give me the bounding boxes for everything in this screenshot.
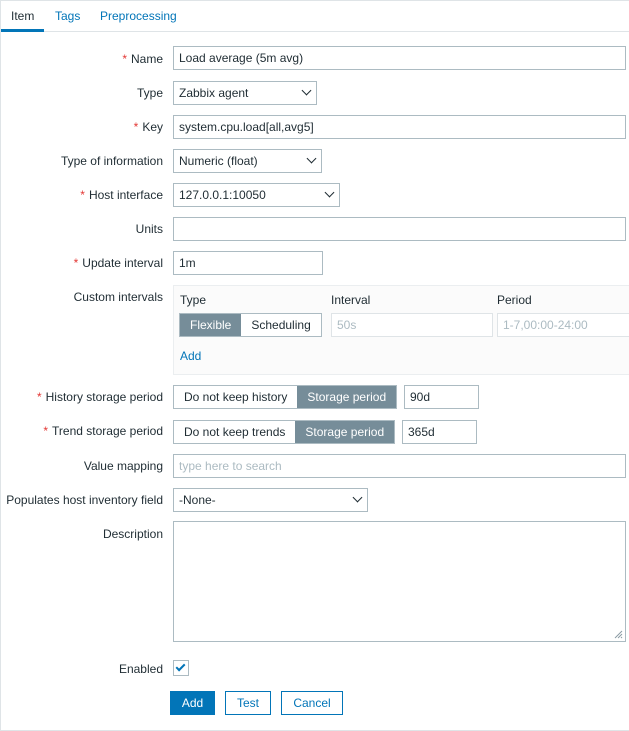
tab-bar bbox=[0, 0, 629, 32]
add-custom-interval-link[interactable]: Add bbox=[180, 349, 202, 363]
chevron-down-icon bbox=[302, 86, 312, 96]
host-interface-label: * Host interface bbox=[80, 188, 163, 202]
add-button[interactable]: Add bbox=[170, 691, 215, 715]
required-asterisk: * bbox=[36, 390, 42, 404]
resize-grip-icon[interactable] bbox=[614, 630, 623, 639]
do-not-keep-history-option[interactable]: Do not keep history bbox=[184, 390, 288, 404]
chevron-down-icon bbox=[325, 188, 335, 198]
value-mapping-search-input[interactable]: type here to search bbox=[173, 454, 626, 478]
required-asterisk: * bbox=[122, 52, 127, 66]
column-header-type: Type bbox=[180, 293, 207, 307]
history-storage-label: * History storage period bbox=[36, 390, 163, 404]
tab-item[interactable]: Item bbox=[1, 0, 44, 32]
update-interval-input[interactable]: 1m bbox=[173, 251, 323, 275]
trend-storage-toggle[interactable] bbox=[173, 420, 395, 444]
value-mapping-label: Value mapping bbox=[83, 459, 163, 473]
checkmark-icon bbox=[176, 662, 186, 672]
description-textarea[interactable] bbox=[173, 521, 626, 642]
trend-storage-label: * Trend storage period bbox=[43, 424, 163, 438]
required-asterisk: * bbox=[43, 424, 49, 438]
cancel-button[interactable]: Cancel bbox=[281, 691, 343, 715]
custom-intervals-label: Custom intervals bbox=[73, 290, 163, 304]
column-header-period: Period bbox=[497, 293, 532, 307]
update-interval-label: * Update interval bbox=[73, 256, 163, 270]
flexible-option[interactable]: Flexible bbox=[180, 314, 241, 336]
tab-preprocessing[interactable]: Preprocessing bbox=[100, 9, 177, 23]
do-not-keep-trends-option[interactable]: Do not keep trends bbox=[184, 425, 286, 439]
host-interface-select[interactable]: 127.0.0.1:10050 bbox=[173, 183, 340, 207]
interval-input[interactable]: 50s bbox=[331, 313, 493, 337]
scheduling-option[interactable]: Scheduling bbox=[251, 318, 311, 332]
period-input[interactable]: 1-7,00:00-24:00 bbox=[497, 313, 629, 337]
enabled-checkbox[interactable] bbox=[173, 660, 189, 676]
key-label: * Key bbox=[133, 120, 163, 134]
enabled-label: Enabled bbox=[118, 662, 163, 676]
type-of-information-select[interactable]: Numeric (float) bbox=[173, 149, 322, 173]
inventory-field-select[interactable]: -None- bbox=[173, 488, 368, 512]
inventory-field-label: Populates host inventory field bbox=[6, 493, 163, 507]
tab-tags[interactable]: Tags bbox=[55, 9, 81, 23]
type-select[interactable]: Zabbix agent bbox=[173, 81, 317, 105]
history-storage-period-option[interactable]: Storage period bbox=[297, 386, 396, 408]
units-label: Units bbox=[135, 222, 163, 236]
column-header-interval: Interval bbox=[331, 293, 371, 307]
required-asterisk: * bbox=[73, 256, 79, 270]
chevron-down-icon bbox=[353, 493, 363, 503]
trend-period-input[interactable]: 365d bbox=[402, 420, 477, 444]
custom-intervals-table bbox=[173, 285, 629, 375]
trend-storage-period-option[interactable]: Storage period bbox=[295, 421, 394, 443]
key-input[interactable]: system.cpu.load[all,avg5] bbox=[173, 115, 626, 139]
history-period-input[interactable]: 90d bbox=[404, 385, 479, 409]
history-storage-toggle[interactable] bbox=[173, 385, 397, 409]
units-input[interactable] bbox=[173, 217, 626, 241]
interval-type-toggle[interactable] bbox=[179, 313, 322, 337]
required-asterisk: * bbox=[80, 188, 85, 202]
type-label: Type bbox=[136, 86, 163, 100]
name-label: * Name bbox=[122, 52, 163, 66]
test-button[interactable]: Test bbox=[225, 691, 271, 715]
name-input[interactable]: Load average (5m avg) bbox=[173, 46, 626, 70]
type-of-information-label: Type of information bbox=[60, 154, 163, 168]
description-label: Description bbox=[102, 527, 163, 541]
required-asterisk: * bbox=[133, 120, 139, 134]
chevron-down-icon bbox=[307, 154, 317, 164]
